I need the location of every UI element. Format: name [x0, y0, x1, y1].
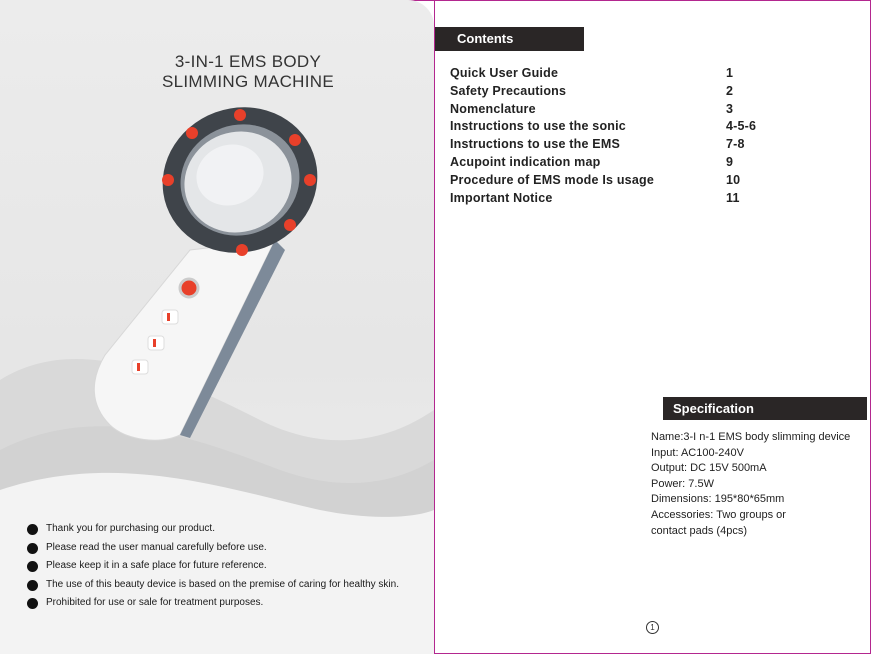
- specification-list: [651, 431, 850, 540]
- bullet-text: Please keep it in a safe place for future reference.: [46, 560, 267, 571]
- bullet-icon: [27, 524, 38, 535]
- list-item: [27, 578, 399, 597]
- product-title: [120, 52, 376, 92]
- bullet-icon: [27, 543, 38, 554]
- toc-page: 1: [726, 66, 734, 80]
- bullet-icon: [27, 561, 38, 572]
- bullet-text: Please read the user manual carefully before use.: [46, 541, 267, 553]
- contents-heading: Contents: [435, 27, 584, 51]
- toc-page: 10: [726, 172, 741, 187]
- toc-label: Important Notice: [450, 190, 553, 205]
- toc-item[interactable]: [450, 137, 745, 155]
- spec-line: Accessories: Two groups or: [651, 508, 786, 521]
- list-item: [27, 559, 399, 578]
- toc-item[interactable]: [450, 172, 741, 191]
- title-line-1: 3-IN-1 EMS BODY: [174, 52, 322, 71]
- specification-heading: Specification: [663, 397, 867, 420]
- bullet-text: Thank you for purchasing our product.: [46, 523, 215, 534]
- spec-line: contact pads (4pcs): [651, 524, 747, 537]
- toc-item[interactable]: [450, 119, 757, 137]
- table-of-contents: [450, 66, 757, 208]
- bullet-icon: [27, 580, 38, 591]
- toc-label: Nomenclature: [450, 101, 536, 116]
- spec-line: Power: 7.5W: [651, 477, 714, 490]
- toc-item[interactable]: [450, 154, 734, 173]
- toc-item[interactable]: [450, 83, 734, 102]
- bullet-text: Prohibited for use or sale for treatment purposes.: [46, 597, 264, 608]
- cover-page: [0, 0, 434, 654]
- bullet-icon: [27, 598, 38, 609]
- toc-label: Procedure of EMS mode Is usage: [450, 172, 654, 187]
- bullet-text: The use of this beauty device is based on the premise of caring for healthy skin.: [46, 578, 399, 590]
- toc-label: Acupoint indication map: [450, 154, 601, 169]
- toc-item[interactable]: [450, 190, 740, 209]
- toc-page: 9: [726, 154, 734, 169]
- slimming-device-illustration: [70, 100, 340, 450]
- toc-page: 2: [726, 83, 734, 98]
- toc-item[interactable]: [450, 101, 734, 120]
- toc-label: Safety Precautions: [450, 83, 567, 98]
- page-divider: [434, 0, 435, 654]
- title-line-2: SLIMMING MACHINE: [162, 72, 334, 91]
- toc-page: 4-5-6: [726, 119, 757, 134]
- spec-line: Name:3-I n-1 EMS body slimming device: [651, 431, 851, 443]
- toc-label: Instructions to use the EMS: [450, 137, 620, 152]
- toc-label: Instructions to use the sonic: [450, 119, 626, 134]
- welcome-notes: [27, 522, 399, 615]
- toc-item[interactable]: [450, 66, 734, 84]
- toc-page: 11: [726, 190, 740, 205]
- page-number: 1: [646, 621, 659, 634]
- spec-line: Input: AC100-240V: [651, 446, 744, 459]
- spec-line: Dimensions: 195*80*65mm: [651, 493, 785, 506]
- list-item: [27, 522, 399, 541]
- toc-page: 7-8: [726, 137, 745, 152]
- spec-line: Output: DC 15V 500mA: [651, 462, 767, 475]
- toc-page: 3: [726, 101, 734, 116]
- toc-label: Quick User Guide: [450, 66, 559, 80]
- list-item: [27, 541, 399, 560]
- list-item: [27, 596, 399, 615]
